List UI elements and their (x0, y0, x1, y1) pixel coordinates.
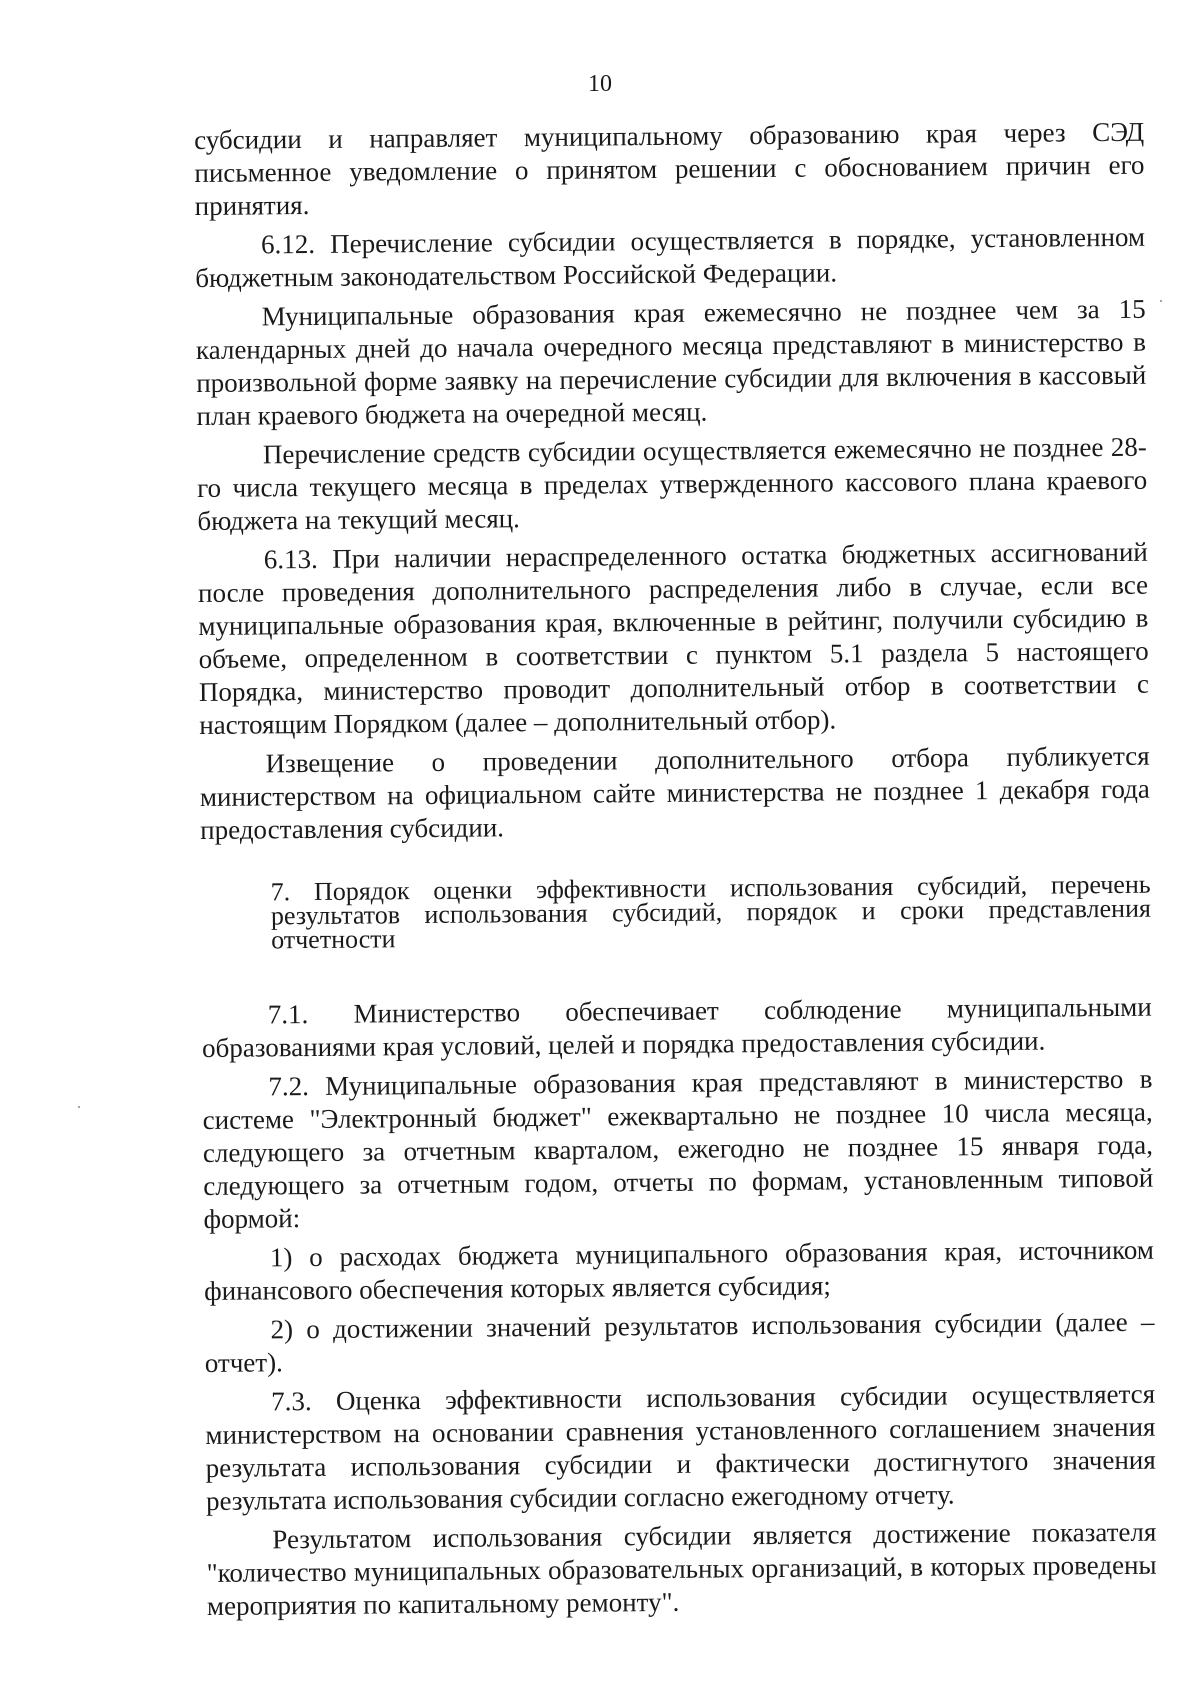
page-number: 10 (588, 71, 612, 97)
paragraph-7-1: 7.1. Министерство обеспечивает соблюдение муниципальными образованиями края условий, целей и порядка предоставления субсидии. (201, 991, 1152, 1063)
paragraph-transfer-deadline: Перечисление средств субсидии осуществляется ежемесячно не позднее 28-го числа текущего месяца в пределах утвержденного кассового плана краевого бюджета на текущий месяц. (197, 431, 1148, 536)
paragraph-result-indicator: Результатом использования субсидии является достижение показателя "количество муниципальных образовательных организаций, в которых проведены мероприятия по капитальному ремонту". (206, 1516, 1157, 1621)
paragraph-notice-publication: Извещение о проведении дополнительного отбора публикуется министерством на официальном сайте министерства не позднее 1 декабря года предоставления субсидии. (199, 740, 1150, 845)
scan-speck (78, 1106, 80, 1108)
paragraph-6-13: 6.13. При наличии нераспределенного остатка бюджетных ассигнований после проведения дополнительного распределения либо в случае, если все муниципальные образования края, включенные в рейтинг, получили субсидию в объеме, определенном в соответствии с пунктом 5.1 раздела 5 настоящего Порядка, министерство проводит дополнительный отбор в соответствии с настоящим Порядком (далее – дополнительный отбор). (197, 536, 1150, 740)
scan-speck (1160, 300, 1162, 302)
paragraph-7-2: 7.2. Муниципальные образования края представляют в министерство в системе "Электронный бюджет" ежеквартально не позднее 10 числа месяца, следующего за отчетным кварталом, ежегодно не позднее 15 января года, следующего за отчетным годом, отчеты по формам, установленным типовой формой: (202, 1063, 1154, 1234)
list-item-1-expenses: 1) о расходах бюджета муниципального образования края, источником финансового обеспечения которых является субсидия; (204, 1234, 1154, 1306)
document-body (194, 116, 1157, 1629)
list-item-2-results: 2) о достижении значений результатов использования субсидии (далее – отчет). (204, 1306, 1155, 1378)
paragraph-6-12: 6.12. Перечисление субсидии осуществляется в порядке, установленном бюджетным законодательством Российской Федерации. (195, 221, 1146, 293)
paragraph-continuation: субсидии и направляет муниципальному образованию края через СЭД письменное уведомление о принятом решении с обоснованием причин его принятия. (194, 116, 1145, 221)
paragraph-monthly-request: Муниципальные образования края ежемесячно не позднее чем за 15 календарных дней до начала очередного месяца представляют в министерство в произвольной форме заявку на перечисление субсидии для включения в кассовый план краевого бюджета на очередной месяц. (195, 293, 1147, 431)
section-7-heading: 7. Порядок оценки эффективности использования субсидий, перечень результатов использования субсидий, порядок и сроки представления отчетности (270, 869, 1152, 955)
paragraph-7-3: 7.3. Оценка эффективности использования субсидии осуществляется министерством на основании сравнения установленного соглашением значения результата использования субсидии и фактически достигнутого значения результата использования субсидии согласно ежегодному отчету. (205, 1378, 1156, 1516)
